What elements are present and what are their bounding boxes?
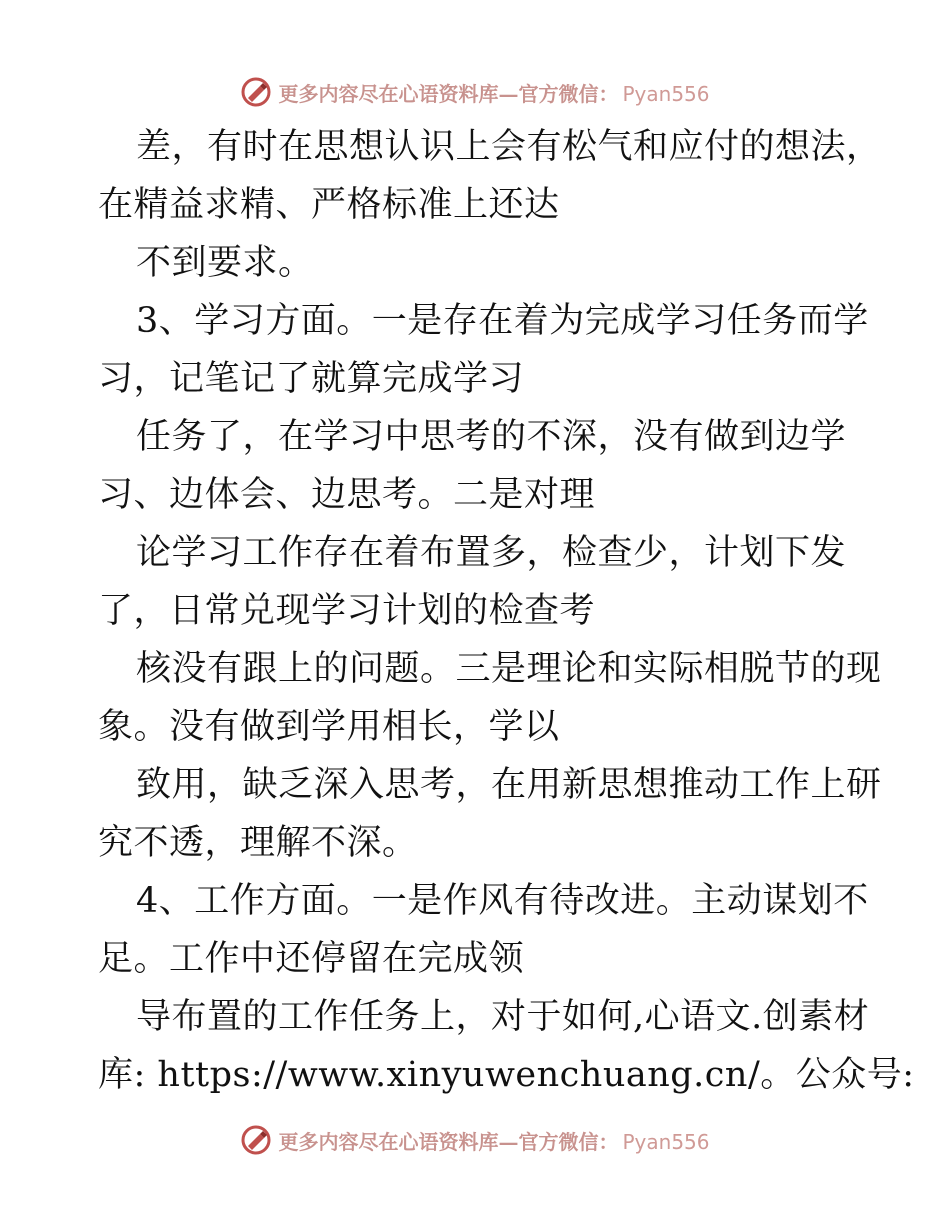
paragraph-line: 4、工作方面。一是作风有待改进。主动谋划不 (136, 881, 869, 921)
paragraph-line: 习、边体会、边思考。二是对理 (98, 475, 596, 515)
paragraph-line: 库: https://www.xinyuwenchuang.cn/。公众号: (98, 1055, 915, 1095)
paragraph-line: 核没有跟上的问题。三是理论和实际相脱节的现 (136, 649, 882, 689)
paragraph-line: 不到要求。 (136, 243, 314, 283)
paragraph-line: 足。工作中还停留在完成领 (98, 939, 525, 979)
paragraph-line: 差，有时在思想认识上会有松气和应付的想法， (136, 127, 882, 167)
paragraph-line: 致用，缺乏深入思考，在用新思想推动工作上研 (136, 765, 882, 805)
paragraph-line: 象。没有做到学用相长，学以 (98, 707, 560, 747)
pen-logo-icon (240, 76, 272, 108)
footer-watermark (0, 1120, 950, 1160)
paragraph-line: 究不透，理解不深。 (98, 823, 418, 863)
watermark-text: 更多内容尽在心语资料库—官方微信： Pyan556 (278, 81, 710, 106)
paragraph-line: 3、学习方面。一是存在着为完成学习任务而学 (136, 301, 869, 341)
watermark-text: 更多内容尽在心语资料库—官方微信： Pyan556 (278, 1129, 710, 1154)
pen-logo-icon (240, 1124, 272, 1156)
paragraph-line: 论学习工作存在着布置多，检查少，计划下发 (136, 533, 847, 573)
paragraph-line: 导布置的工作任务上，对于如何,心语文.创素材 (136, 997, 870, 1037)
paragraph-line: 在精益求精、严格标准上还达 (98, 185, 560, 225)
header-watermark (0, 72, 950, 112)
paragraph-line: 了，日常兑现学习计划的检查考 (98, 591, 596, 631)
paragraph-line: 任务了，在学习中思考的不深，没有做到边学 (136, 417, 847, 457)
paragraph-line: 习，记笔记了就算完成学习 (98, 359, 525, 399)
